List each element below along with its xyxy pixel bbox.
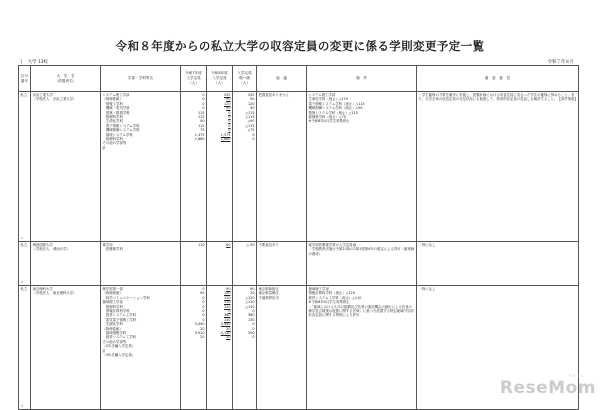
number-value: 75 xyxy=(200,128,205,133)
number-value: 0 xyxy=(202,106,205,111)
kubun-label: 私立 xyxy=(20,243,28,247)
r8-cell xyxy=(207,242,233,286)
department-line: 経営システム工学科 xyxy=(102,335,137,340)
department-line: 情報計算科学科 xyxy=(102,309,130,314)
number-value: 120 xyxy=(248,101,255,106)
number-value: 0 xyxy=(228,119,231,124)
number-value: 120 xyxy=(224,295,231,300)
number-value: 0 xyxy=(202,93,205,97)
university-name: 東京理科大学 xyxy=(32,287,53,291)
number-value: 115 xyxy=(198,123,205,128)
row-number: 1 xyxy=(21,235,23,240)
number-value: 3,910 xyxy=(194,331,205,336)
shiken-text: ・学生確保の方策を確実に実施し、設置計画における収容定員に見合った学生の確保に努めること。また、大学全体の収容定員の充足状況にも留意して、将来的な定員の見直しも検討すること。【条件事項】 xyxy=(418,93,578,102)
biko-line: 経営システム工学科（廃止）△110 xyxy=(308,295,362,300)
number-value: 20 xyxy=(226,335,231,340)
number-value: 0 xyxy=(202,287,205,291)
department-line: 創域理工学部 xyxy=(102,300,123,305)
department-line: その他の学部等 xyxy=(102,339,127,344)
number-value: 90 xyxy=(250,287,255,291)
biko-cell xyxy=(307,242,417,286)
number-value: 0 xyxy=(202,101,205,106)
biko-line: 環境システム学科（廃止）△115 xyxy=(308,110,358,115)
department-cell xyxy=(101,242,181,286)
department-line: 先端化学科 xyxy=(102,322,123,327)
biko-line: システム理工学部 xyxy=(308,93,336,97)
number-value: △120 xyxy=(245,295,255,300)
r8-cell xyxy=(207,286,233,410)
r7-cell xyxy=(181,242,207,286)
university-cell xyxy=(31,242,101,286)
header-r8: 令和8年度 入学定員 （人） xyxy=(207,66,233,92)
number-value: 1,860 xyxy=(220,137,231,142)
university-name: 城西国際大学 xyxy=(32,243,53,247)
kyougi-text: 東京都新宿区 東京都葛飾区 千葉県野田市 xyxy=(258,287,279,300)
number-value: 0 xyxy=(202,317,205,322)
department-line: 薬学部 xyxy=(102,243,113,247)
university-cell xyxy=(31,286,101,410)
number-value: 245 xyxy=(248,93,255,97)
number-value: 0 xyxy=(202,300,205,305)
number-value: 4,110 xyxy=(220,331,231,336)
document-title: 令和８年度からの私立大学の収容定員の変更に係る学則変更予定一覧 xyxy=(115,39,485,53)
row-number: 3 xyxy=(21,403,23,408)
number-value: △75 xyxy=(247,128,255,133)
shiken-cell xyxy=(417,92,579,242)
department-line: （物理系統） xyxy=(102,97,123,102)
number-value: 115 xyxy=(198,115,205,120)
header-department: 学部・学科等名 xyxy=(101,66,181,92)
kubun-cell xyxy=(19,242,31,286)
number-value: 90 xyxy=(200,119,205,124)
watermark-logo: ReseMom xyxy=(499,378,596,398)
number-value: 0 xyxy=(228,128,231,133)
number-value: 0 xyxy=(252,326,255,331)
number-value: 0 xyxy=(228,123,231,128)
change-cell xyxy=(233,286,257,410)
header-biko: 備 考 xyxy=(307,66,417,92)
department-line: システム理工学部 xyxy=(102,93,130,97)
number-value: 0 xyxy=(202,97,205,102)
number-value: 115 xyxy=(198,110,205,115)
kubun-cell xyxy=(19,92,31,242)
number-value: △110 xyxy=(245,300,255,305)
number-value: 20 xyxy=(200,335,205,340)
kubun-cell xyxy=(19,286,31,410)
department-line: その他の学部等 xyxy=(102,141,127,146)
kyougi-cell xyxy=(257,92,307,242)
shiken-cell xyxy=(417,242,579,286)
department-cell xyxy=(101,92,181,242)
change-cell xyxy=(233,242,257,286)
header-university: 大 学 名 （設置者名） xyxy=(31,66,101,92)
number-value: 380 xyxy=(248,313,255,318)
department-line: （3年次編入学定員） xyxy=(102,353,136,358)
kyougi-cell xyxy=(257,286,307,410)
number-value: 0 xyxy=(252,335,255,340)
department-line: 情報工学科 xyxy=(102,101,123,106)
header-kubun: 区分 番号 xyxy=(19,66,31,92)
number-value: 0 xyxy=(228,309,231,314)
table-row xyxy=(19,92,579,242)
number-value: 1,375 xyxy=(220,132,231,137)
header-change: 入学定員 増ー減 （人） xyxy=(233,66,257,92)
founder-name: （学校法人 京浜工業大学） xyxy=(32,97,77,102)
schedule-table xyxy=(18,65,579,410)
biko-line: 薬学部医療薬学科の入学定員減 xyxy=(308,243,356,247)
department-line: 数理科学科 xyxy=(102,115,123,120)
table-row xyxy=(19,242,579,286)
department-line: 電気電子情報工学科 xyxy=(102,317,137,322)
number-value: 0 xyxy=(228,115,231,120)
biko-cell xyxy=(307,92,417,242)
department-line: （2年次編入学定員） xyxy=(102,344,136,349)
number-value: 200 xyxy=(248,331,255,336)
number-value: 3,440 xyxy=(194,322,205,327)
number-value: 90 xyxy=(226,97,231,102)
header-kyougi: 協 議 xyxy=(257,66,307,92)
number-value: 0 xyxy=(252,322,255,327)
number-value: 90 xyxy=(226,287,231,291)
department-line: 機械制御システム学科 xyxy=(102,128,140,133)
change-cell xyxy=(233,92,257,242)
number-value: △115 xyxy=(245,123,255,128)
number-value: △ 50 xyxy=(246,243,255,247)
header-shiken: 審 査 意 見 xyxy=(417,66,579,92)
number-value: 90 xyxy=(226,106,231,111)
number-value: 90 xyxy=(250,97,255,102)
number-value: 0 xyxy=(252,137,255,142)
department-line: 理学部第一部 xyxy=(102,287,123,291)
number-value: 30 xyxy=(250,291,255,296)
document-date: 令和７年８月 xyxy=(547,60,574,65)
number-value: 90 xyxy=(250,106,255,111)
department-line: （物理系統） xyxy=(102,326,123,331)
kyougi-text: 把握意見ありません xyxy=(258,93,290,97)
number-value: 0 xyxy=(202,313,205,318)
number-value: 90 xyxy=(200,291,205,296)
kyougi-cell xyxy=(257,242,307,286)
number-value: 0 xyxy=(228,110,231,115)
shiken-text: ・特になし xyxy=(418,243,436,247)
department-line: 創域情報学科 xyxy=(102,331,127,336)
founder-name: （学校法人 東京理科大学） xyxy=(32,291,77,296)
number-value: 20 xyxy=(200,326,205,331)
number-value: 380 xyxy=(224,313,231,318)
kubun-label: 私立 xyxy=(20,287,28,291)
number-value: 60 xyxy=(226,243,231,247)
biko-line: 電子情報システム学科（廃止）△115 xyxy=(308,101,365,106)
number-value: 120 xyxy=(224,101,231,106)
department-line: 経営システム工学科 xyxy=(102,313,137,318)
number-value: △90 xyxy=(247,119,255,124)
biko-line: ※令和8年4月学生募集停止 xyxy=(308,119,350,124)
number-value: 130 xyxy=(224,317,231,322)
r7-cell xyxy=(181,286,207,410)
number-value: 245 xyxy=(224,93,231,97)
biko-line: ※令和8年4月学生募集停止 xyxy=(308,300,350,305)
founder-name: （学校法人 城西大学） xyxy=(32,247,70,252)
department-line: 数理科学科 xyxy=(102,137,123,142)
department-line: 建築・環境学科 xyxy=(102,110,130,115)
watermark-subtext: リセマム xyxy=(568,373,584,378)
department-cell xyxy=(101,286,181,410)
r7-cell xyxy=(181,92,207,242)
number-value: 130 xyxy=(248,317,255,322)
number-value: △115 xyxy=(245,115,255,120)
number-value: 110 xyxy=(224,300,231,305)
r8-cell xyxy=(207,92,233,242)
number-value: 0 xyxy=(252,309,255,314)
number-value: 120 xyxy=(224,291,231,296)
number-value: 110 xyxy=(198,243,205,247)
number-value: 0 xyxy=(202,309,205,314)
biko-cell xyxy=(307,286,417,410)
university-name: 京浜工業大学 xyxy=(32,93,53,97)
shiken-text: ・特になし xyxy=(418,287,436,291)
kyougi-text: 不要意見あり xyxy=(258,243,279,247)
number-value: 1,860 xyxy=(194,137,205,142)
number-value: 0 xyxy=(202,295,205,300)
number-value: 1,375 xyxy=(194,132,205,137)
number-value: 0 xyxy=(252,132,255,137)
table-header-row xyxy=(19,66,579,92)
biko-line: 生命化学科（廃止）△115 xyxy=(308,97,349,102)
university-cell xyxy=(31,92,101,242)
table-row xyxy=(19,286,579,410)
department-line: （物理系統） xyxy=(102,291,123,296)
row-number: 2 xyxy=(21,279,23,284)
number-value: 0 xyxy=(202,304,205,309)
kubun-label: 私立 xyxy=(20,93,28,97)
department-line: 数理科学科 xyxy=(102,304,123,309)
department-line: 生命化学科 xyxy=(102,119,123,124)
number-value: △130 xyxy=(245,304,255,309)
biko-line: 創域理工学部 xyxy=(308,287,329,291)
number-value: 3,440 xyxy=(220,322,231,327)
header-r7: 令和7年度 入学定員 （人） xyxy=(181,66,207,92)
number-value: △115 xyxy=(245,110,255,115)
department-line: 電子情報システム学科 xyxy=(102,123,140,128)
section-label: １ 大学 13校 xyxy=(19,60,48,65)
department-line: 環境システム学科 xyxy=(102,132,133,137)
number-value: 20 xyxy=(226,326,231,331)
biko-line: ・学校教育法施行令第23条の2第1項第4号の規定による許可（薬剤師の養成） xyxy=(308,247,415,256)
biko-line: 機械制御システム学科（廃止）△90 xyxy=(308,106,363,111)
biko-line: 数理科学科（廃止）△75 xyxy=(308,115,346,120)
department-line: 機械・電気学科 xyxy=(102,106,130,111)
department-line: 計 xyxy=(102,145,106,150)
number-value: 130 xyxy=(224,304,231,309)
biko-line: ・「地域における大学の振興及び若者の雇用機会の創出による若者の修学及び就業の促進に関する法律」に基づき設置する特定地域内学部収容定員に関する特例により許可 xyxy=(308,304,414,318)
department-line: 科学コミュニケーション学科 xyxy=(102,295,150,300)
biko-line: 情報計算科学科（廃止）△120 xyxy=(308,291,355,296)
department-line: 計 xyxy=(102,348,106,353)
department-line: 医療薬学科 xyxy=(102,247,123,252)
